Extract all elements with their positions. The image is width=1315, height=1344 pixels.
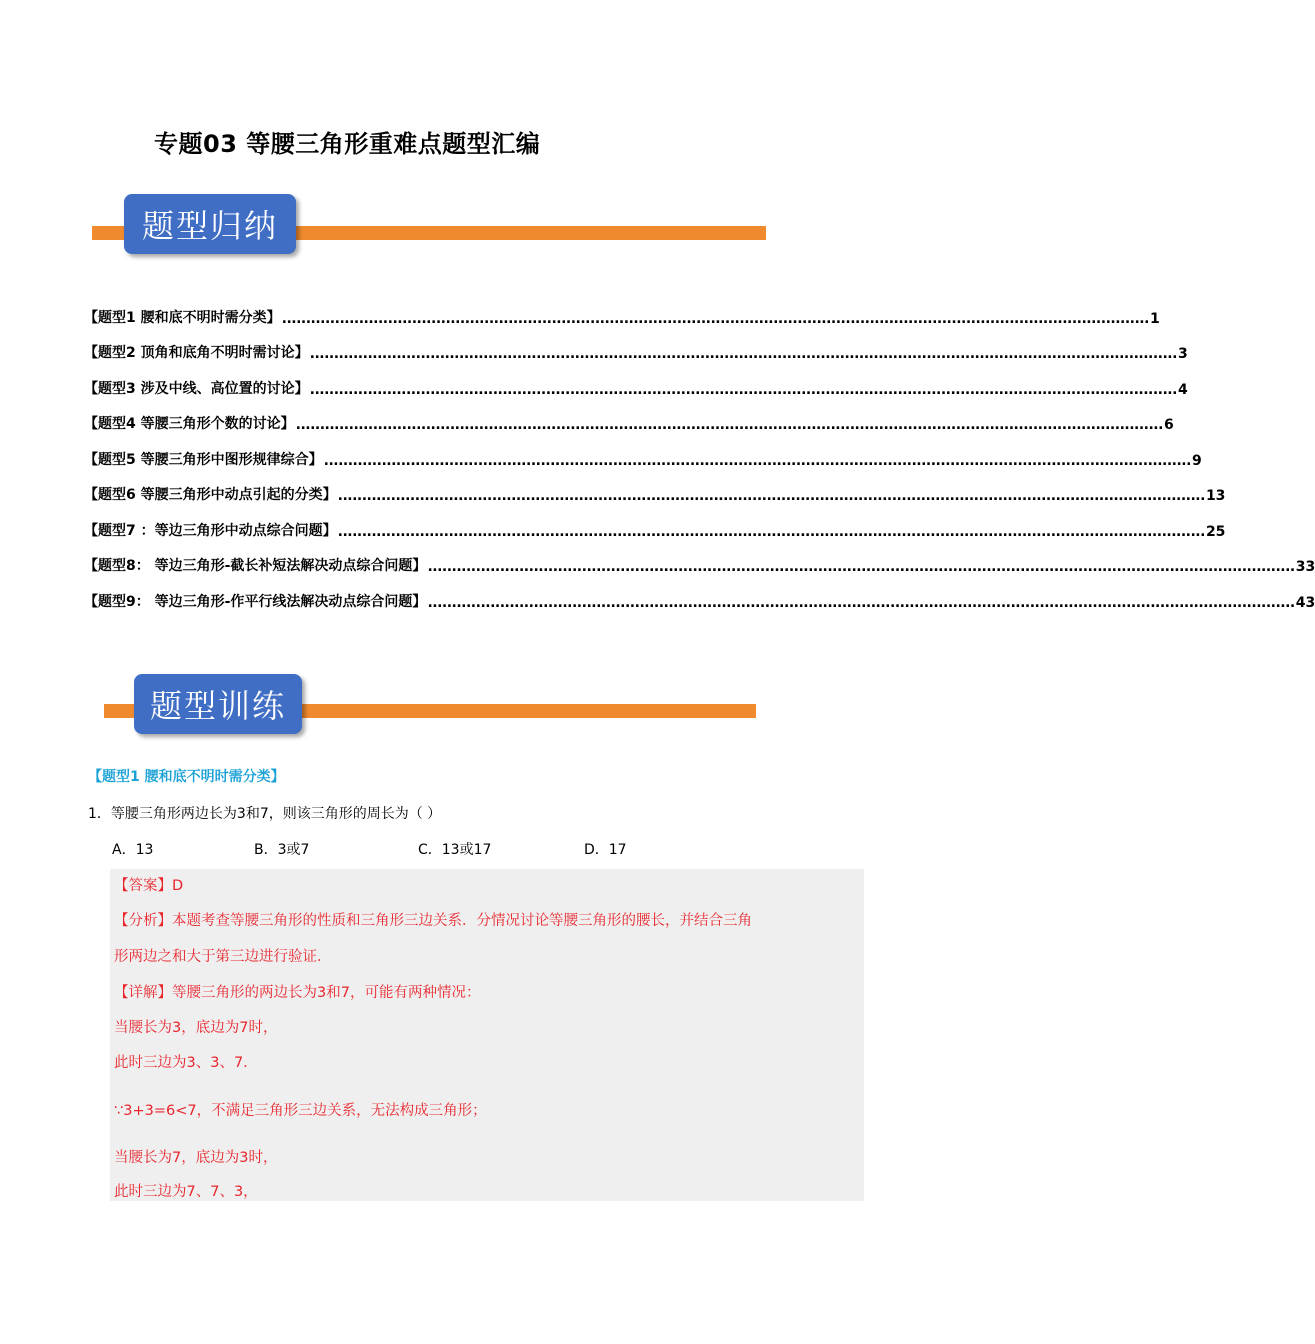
answer-line: 【答案】D (114, 878, 184, 894)
detail-line: 此时三边为3、3、7． (114, 1055, 258, 1071)
banner-title: 题型归纳 (124, 194, 296, 254)
toc-item[interactable]: 【题型2 顶角和底角不明时需讨论】 .................................................................................................................................................................................... 3 (84, 345, 1188, 362)
detail-line: 当腰长为3，底边为7时， (114, 1020, 278, 1036)
leader-dots: .................................................................................................................................................................................... (309, 346, 1177, 362)
leader-dots: .................................................................................................................................................................................... (309, 381, 1177, 398)
section-heading: 【题型1 腰和底不明时需分类】 (88, 769, 285, 785)
option-d[interactable]: D．17 (584, 842, 627, 858)
toc-item[interactable]: 【题型1 腰和底不明时需分类】 .................................................................................................................................................................................... 1 (84, 309, 1160, 327)
leader-dots: .................................................................................................................................................................................... (281, 310, 1149, 327)
banner-title: 题型训练 (134, 674, 302, 734)
leader-dots: .................................................................................................................................................................................... (427, 594, 1295, 611)
option-c[interactable]: C．13或17 (418, 842, 492, 858)
analysis-line: 【分析】本题考查等腰三角形的性质和三角形三边关系．分情况讨论等腰三角形的腰长，并结合三角 (114, 913, 752, 929)
answer-options (112, 839, 672, 859)
toc-item[interactable]: 【题型6 等腰三角形中动点引起的分类】 .................................................................................................................................................................................... 13 (84, 487, 1226, 504)
toc-item[interactable]: 【题型8： 等边三角形-截长补短法解决动点综合问题】 .................................................................................................................................................................................... 33 (84, 558, 1315, 575)
detail-line: 当腰长为7，底边为3时， (114, 1150, 278, 1166)
toc-item[interactable]: 【题型4 等腰三角形个数的讨论】 .................................................................................................................................................................................... 6 (84, 416, 1174, 433)
summary-banner (92, 194, 766, 254)
toc-item[interactable]: 【题型7 ：等边三角形中动点综合问题】 .................................................................................................................................................................................... 25 (84, 522, 1226, 540)
leader-dots: .................................................................................................................................................................................... (337, 523, 1205, 540)
detail-line: 此时三边为7、7、3， (114, 1184, 258, 1200)
option-a[interactable]: A．13 (112, 842, 154, 858)
question-text: 1．等腰三角形两边长为3和7，则该三角形的周长为（ ） (88, 806, 442, 822)
leader-dots: .................................................................................................................................................................................... (323, 452, 1191, 469)
page-title: 专题03 等腰三角形重难点题型汇编 (154, 130, 541, 158)
detail-line: 【详解】等腰三角形的两边长为3和7，可能有两种情况： (114, 985, 481, 1001)
answer-explanation (110, 869, 864, 1201)
leader-dots: .................................................................................................................................................................................... (337, 488, 1205, 504)
leader-dots: .................................................................................................................................................................................... (427, 559, 1295, 575)
toc-item[interactable]: 【题型5 等腰三角形中图形规律综合】 .................................................................................................................................................................................... 9 (84, 451, 1202, 469)
detail-line: ∵3+3=6<7，不满足三角形三边关系，无法构成三角形； (114, 1103, 487, 1119)
option-b[interactable]: B．3或7 (254, 842, 310, 858)
analysis-line: 形两边之和大于第三边进行验证． (114, 949, 332, 965)
toc-item[interactable]: 【题型3 涉及中线、高位置的讨论】 .................................................................................................................................................................................... 4 (84, 380, 1188, 398)
table-of-contents (84, 291, 1315, 611)
training-banner (104, 674, 756, 734)
leader-dots: .................................................................................................................................................................................... (295, 417, 1163, 433)
toc-item[interactable]: 【题型9： 等边三角形-作平行线法解决动点综合问题】 .................................................................................................................................................................................... 43 (84, 593, 1315, 611)
